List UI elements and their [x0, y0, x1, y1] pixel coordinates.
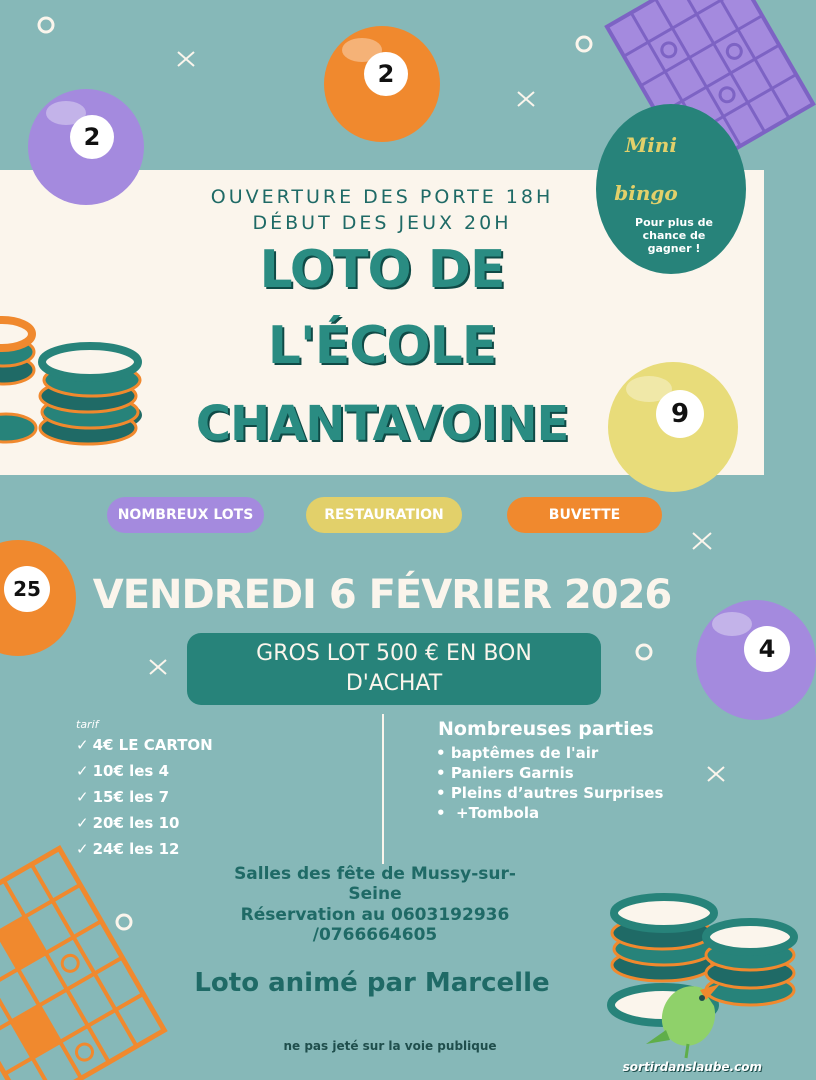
mini-bingo-tagline: Pour plus de chance de gagner !: [635, 216, 713, 255]
tarif-item: ✓ 10€ les 4: [76, 762, 170, 780]
title-line-2: L'ÉCOLE: [267, 316, 497, 376]
check-icon: ✓: [76, 736, 89, 754]
bingo-ball: [696, 600, 816, 720]
footer-note: ne pas jeté sur la voie publique: [283, 1039, 497, 1053]
title-line-3: CHANTAVOINE: [195, 396, 569, 452]
check-icon: ✓: [76, 788, 89, 806]
prize-text: GROS LOT 500 € EN BON D'ACHAT: [256, 641, 532, 696]
tarif-item: ✓ 24€ les 12: [76, 840, 180, 858]
ball-number: 4: [744, 626, 790, 672]
event-date: VENDREDI 6 FÉVRIER 2026: [92, 572, 672, 618]
tarif-list: [76, 736, 213, 866]
check-icon: ✓: [76, 814, 89, 832]
list-item: • +Tombola: [436, 804, 540, 822]
list-item: • Paniers Garnis: [436, 764, 574, 782]
ball-number: 2: [364, 52, 408, 96]
tarif-item: ✓ 4€ LE CARTON: [76, 736, 213, 754]
check-icon: ✓: [76, 840, 89, 858]
tarif-item: ✓ 20€ les 10: [76, 814, 180, 832]
title-line-1: LOTO DE: [259, 240, 505, 300]
mini-bingo-line1: Mini: [625, 133, 677, 157]
pill-buvette: BUVETTE: [507, 497, 662, 533]
reservation-phone: Réservation au 0603192936 /0766664605: [240, 905, 510, 945]
column-divider: [382, 714, 384, 864]
bingo-ball: [324, 26, 440, 142]
tarif-item: ✓ 15€ les 7: [76, 788, 170, 806]
watermark: sortirdanslaube.com: [622, 1060, 762, 1074]
venue-name: Salles des fête de Mussy-sur-Seine: [234, 864, 516, 904]
check-icon: ✓: [76, 762, 89, 780]
ball-number: 9: [656, 390, 704, 438]
prize-box: [187, 633, 601, 705]
mini-bingo-line2: bingo: [614, 181, 678, 205]
tarif-label: tarif: [76, 718, 99, 731]
ball-number: 2: [70, 115, 114, 159]
parties-title: Nombreuses parties: [438, 718, 654, 740]
pill-nombreux-lots: NOMBREUX LOTS: [107, 497, 264, 533]
list-item: • Pleins d’autres Surprises: [436, 784, 664, 802]
list-item: • baptêmes de l'air: [436, 744, 599, 762]
start-time: DÉBUT DES JEUX 20H: [252, 212, 512, 234]
ball-number: 25: [4, 566, 50, 612]
bird-logo-icon: [640, 970, 730, 1060]
animated-by: Loto animé par Marcelle: [194, 968, 550, 998]
opening-time: OUVERTURE DES PORTE 18H: [210, 186, 554, 208]
parties-list: [436, 743, 663, 823]
pill-restauration: RESTAURATION: [306, 497, 462, 533]
